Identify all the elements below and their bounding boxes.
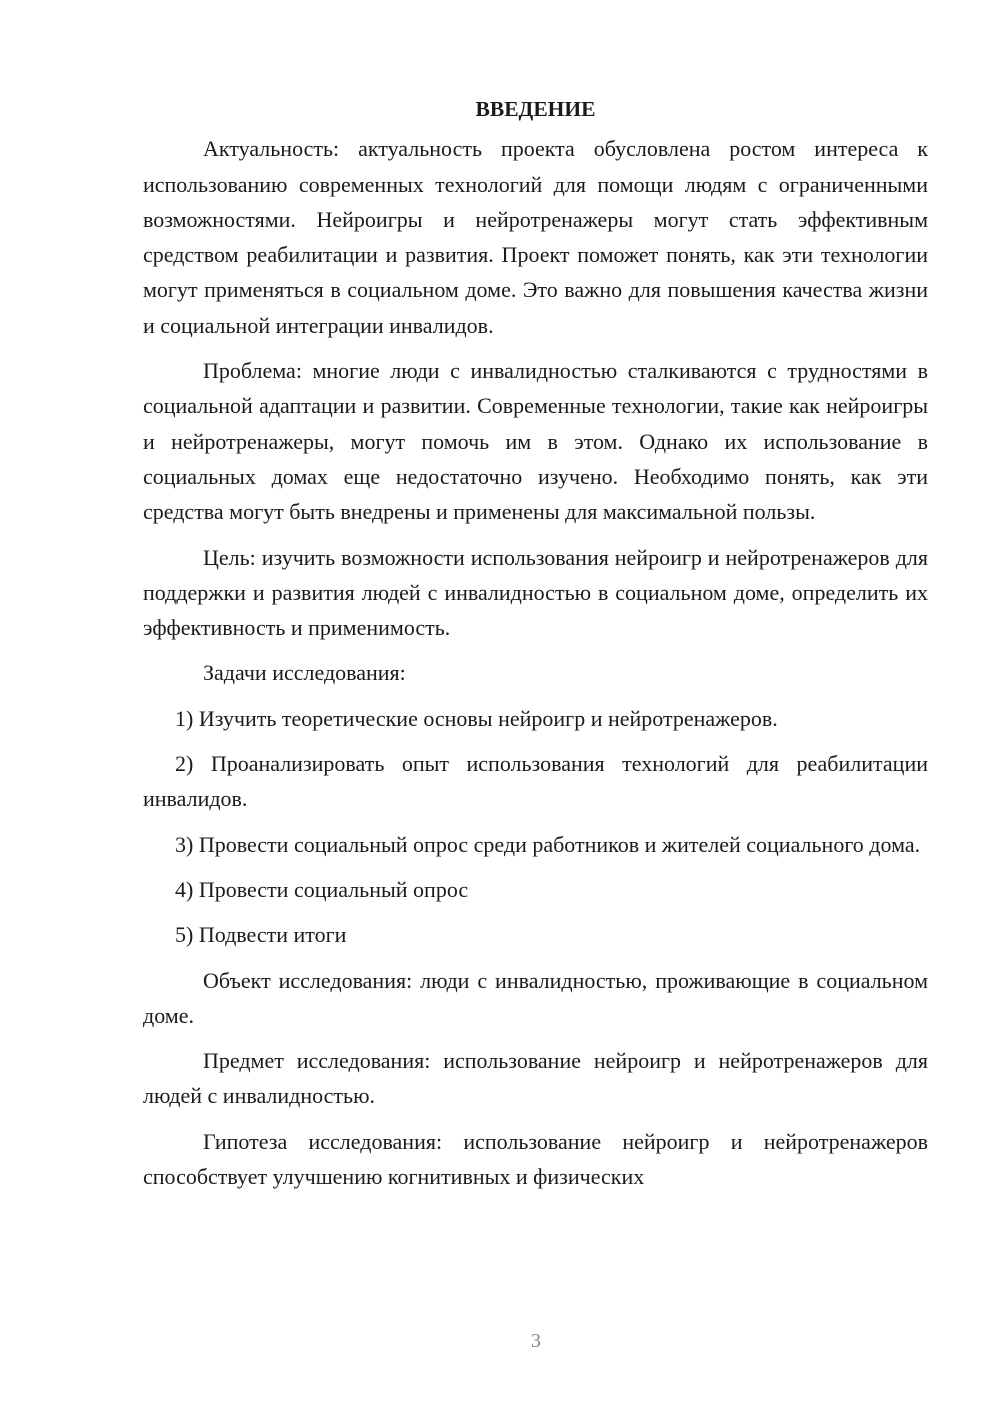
paragraph-subject: Предмет исследования: использование нейроигр и нейротренажеров для людей с инвалидностью.: [143, 1048, 928, 1109]
page-number: 3: [531, 1330, 541, 1352]
paragraph-hypothesis: Гипотеза исследования: использование нейроигр и нейротренажеров способствует улучшению когнитивных и физических: [143, 1128, 928, 1190]
paragraph-problem: Проблема: многие люди с инвалидностью сталкиваются с трудностями в социальной адаптации и развитии. Современные технологии, такие как нейроигры и нейротренажеры, могут помочь им в этом. Однако их использование в социальных домах еще недостаточно изучено. Необходимо понять, как эти средства могут быть внедрены и применены для максимальной пользы.: [143, 358, 928, 525]
task-item-5: 5) Подвести итоги: [175, 922, 347, 948]
paragraph-object: Объект исследования: люди с инвалидностью, проживающие в социальном доме.: [143, 967, 928, 1028]
page-body: [143, 92, 928, 1194]
paragraph-relevance: Актуальность: актуальность проекта обусловлена ростом интереса к использованию современных технологий для помощи людям с ограниченными возможностями. Нейроигры и нейротренажеры могут стать эффективным средством реабилитации и развития. Проект поможет понять, как эти технологии могут применяться в социальном доме. Это важно для повышения качества жизни и социальной интеграции инвалидов.: [143, 136, 928, 338]
task-item-1: 1) Изучить теоретические основы нейроигр и нейротренажеров.: [175, 705, 778, 731]
task-item-3: 3) Провести социальный опрос среди работников и жителей социального дома.: [175, 831, 921, 857]
tasks-title: Задачи исследования:: [203, 660, 406, 686]
task-item-2: 2) Проанализировать опыт использования технологий для реабилитации инвалидов.: [143, 751, 928, 812]
paragraph-goal: Цель: изучить возможности использования нейроигр и нейротренажеров для поддержки и развития людей с инвалидностью в социальном доме, определить их эффективность и применимость.: [143, 544, 928, 641]
section-heading: ВВЕДЕНИЕ: [475, 97, 596, 121]
task-item-4: 4) Провести социальный опрос: [175, 876, 469, 902]
